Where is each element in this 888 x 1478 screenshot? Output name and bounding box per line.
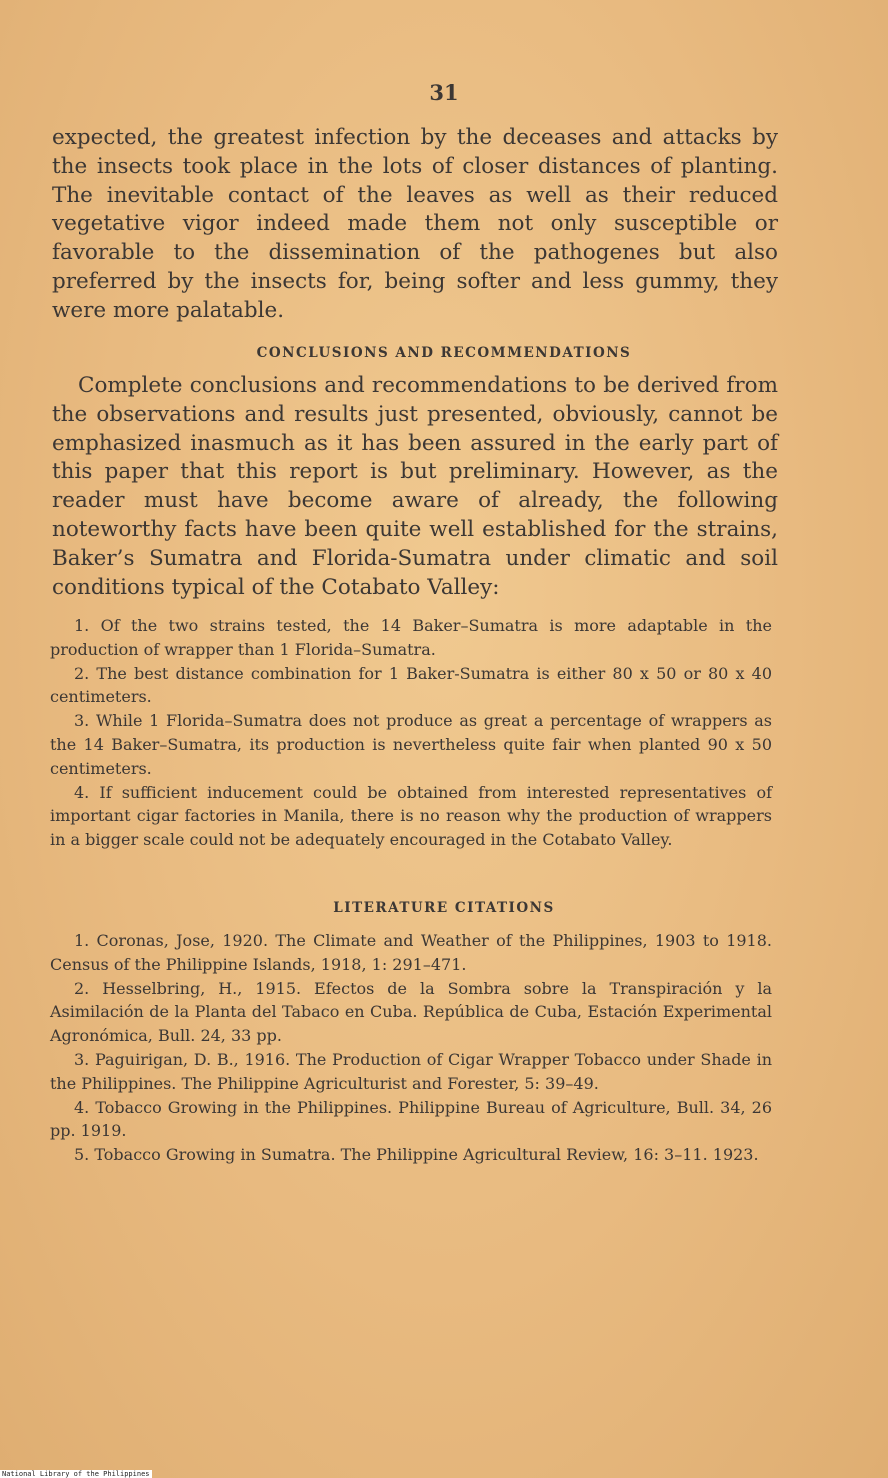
footer-credit: National Library of the Philippines bbox=[2, 1470, 150, 1478]
literature-heading: LITERATURE CITATIONS bbox=[333, 900, 555, 916]
citation-item: 1. Coronas, Jose, 1920. The Climate and Weather of the Philippines, 1903 to 1918. Census of the Philippine Islands, 1918, 1: 291–471. bbox=[50, 931, 772, 974]
citation-item: 3. Paguirigan, D. B., 1916. The Production of Cigar Wrapper Tobacco under Shade in the Philippines. The Philippine Agriculturist and Forester, 5: 39–49. bbox=[50, 1049, 772, 1093]
conclusions-list bbox=[50, 614, 772, 852]
page-number: 31 bbox=[429, 80, 459, 105]
conclusion-item: 3. While 1 Florida–Sumatra does not produce as great a percentage of wrappers as the 14 Baker–Sumatra, its production is nevertheless quite fair when planted 90 x 50 centimeters. bbox=[50, 711, 772, 778]
conclusion-item: 4. If sufficient inducement could be obtained from interested representatives of important cigar factories in Manila, there is no reason why the production of wrappers in a bigger scale could not be adequately encouraged in the Cotabato Valley. bbox=[50, 782, 772, 850]
conclusions-heading: CONCLUSIONS AND RECOMMENDATIONS bbox=[256, 345, 632, 361]
conclusion-item: 2. The best distance combination for 1 Baker-Sumatra is either 80 x 50 or 80 x 40 centimeters. bbox=[50, 663, 772, 707]
intro-paragraph: expected, the greatest infection by the deceases and attacks by the insects took place in the lots of closer distances of planting. The inevitable contact of the leaves as well as their reduced vegetative vigor indeed made them not only susceptible or favorable to the dissemination of the pathogenes but also preferred by the insects for, being softer and less gummy, they were more palatable. bbox=[52, 125, 778, 323]
conclusions-paragraph: Complete conclusions and recommendations to be derived from the observations and results just presented, obviously, cannot be emphasized inasmuch as it has been assured in the early part of this paper that this report is but preliminary. However, as the reader must have become aware of already, the following noteworthy facts have been quite well established for the strains, Baker’s Sumatra and Florida-Sumatra under climatic and soil conditions typical of the Cotabato Valley: bbox=[52, 373, 778, 600]
conclusion-item: 1. Of the two strains tested, the 14 Baker–Sumatra is more adaptable in the production of wrapper than 1 Florida–Sumatra. bbox=[50, 616, 772, 659]
literature-list bbox=[50, 929, 772, 1167]
citation-item: 2. Hesselbring, H., 1915. Efectos de la Sombra sobre la Transpiración y la Asimilación de la Planta del Tabaco en Cuba. República de Cuba, Estación Experimental Agronómica, Bull. 24, 33 pp. bbox=[50, 978, 772, 1046]
citation-item: 4. Tobacco Growing in the Philippines. Philippine Bureau of Agriculture, Bull. 34, 26 pp. 1919. bbox=[50, 1097, 772, 1141]
citation-item: 5. Tobacco Growing in Sumatra. The Philippine Agricultural Review, 16: 3–11. 1923. bbox=[74, 1145, 759, 1165]
